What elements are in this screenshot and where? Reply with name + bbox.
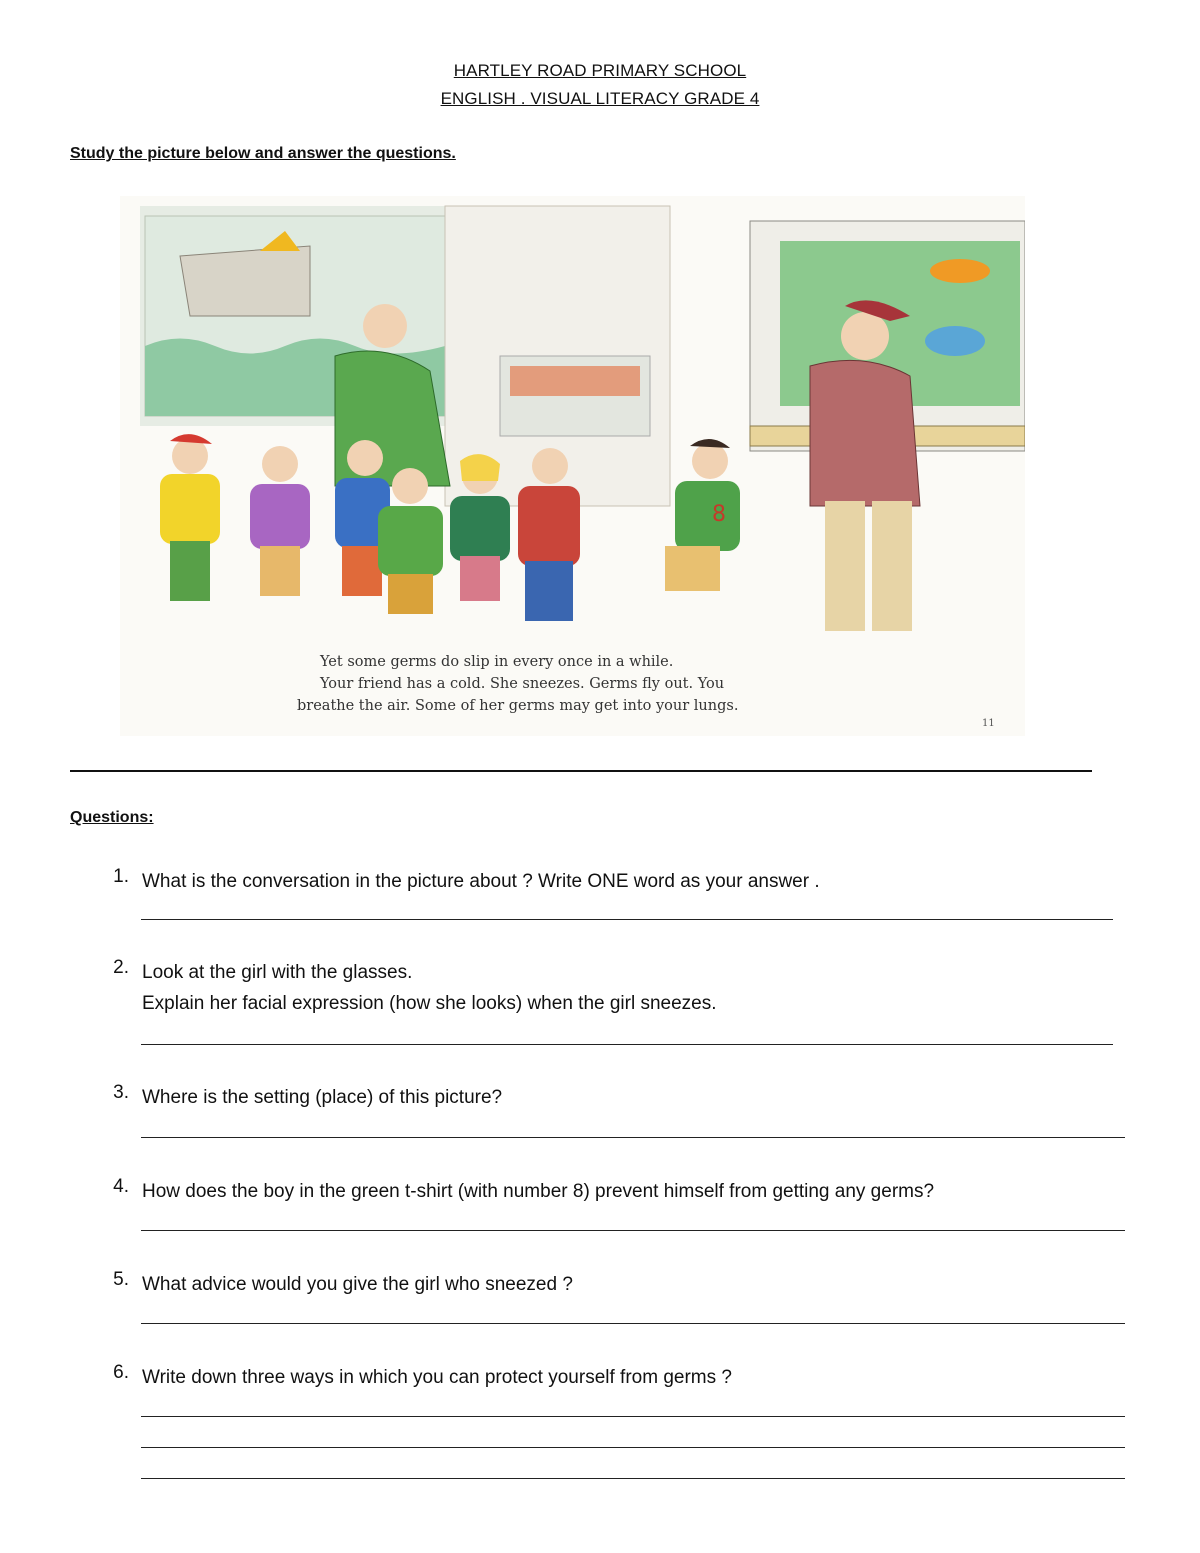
question-number: 2. [113, 957, 129, 978]
question-number: 3. [113, 1082, 129, 1103]
illustration [120, 196, 1025, 736]
answer-line[interactable] [141, 1137, 1125, 1138]
question-number: 1. [113, 866, 129, 887]
answer-line[interactable] [141, 1416, 1125, 1417]
question-text: What is the conversation in the picture about ? Write ONE word as your answer . [142, 871, 820, 892]
answer-line[interactable] [141, 1230, 1125, 1231]
question-text: What advice would you give the girl who sneezed ? [142, 1274, 573, 1295]
question-text: Look at the girl with the glasses. Explain her facial expression (how she looks) when the girl sneezes. [142, 962, 717, 1014]
caption-line-1: Yet some germs do slip in every once in a while. [320, 654, 674, 670]
svg-text:8: 8 [712, 502, 726, 527]
worksheet-title: ENGLISH . VISUAL LITERACY GRADE 4 [440, 89, 760, 108]
page-number: 11 [982, 718, 995, 729]
question-number: 6. [113, 1362, 129, 1383]
question-text: How does the boy in the green t-shirt (with number 8) prevent himself from getting any germs? [142, 1181, 935, 1202]
aquarium-scene-illustration [120, 196, 1025, 736]
answer-line[interactable] [141, 919, 1113, 920]
question-text: Where is the setting (place) of this picture? [142, 1087, 503, 1108]
answer-line[interactable] [141, 1478, 1125, 1479]
divider [70, 770, 1092, 772]
question-number: 5. [113, 1269, 129, 1290]
question-text: Write down three ways in which you can protect yourself from germs ? [142, 1367, 732, 1388]
caption-line-2: Your friend has a cold. She sneezes. Germs fly out. You [320, 676, 725, 692]
answer-line[interactable] [141, 1323, 1125, 1324]
instruction: Study the picture below and answer the questions. [70, 145, 456, 162]
questions-heading: Questions: [70, 809, 154, 826]
caption-line-3: breathe the air. Some of her germs may get into your lungs. [297, 698, 739, 714]
answer-line[interactable] [141, 1044, 1113, 1045]
school-name: HARTLEY ROAD PRIMARY SCHOOL [453, 61, 747, 80]
question-number: 4. [113, 1176, 129, 1197]
answer-line[interactable] [141, 1447, 1125, 1448]
